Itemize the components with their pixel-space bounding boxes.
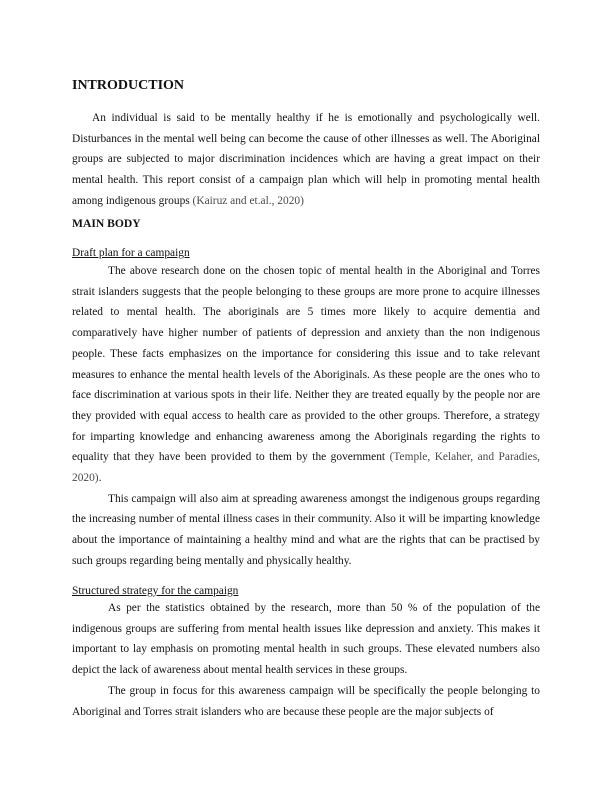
strategy-paragraph-2: The group in focus for this awareness campaign will be specifically the people belonging to Aboriginal and Torres strait islanders who are because these people are the major subjects of xyxy=(72,684,540,718)
draft-plan-heading: Draft plan for a campaign xyxy=(72,247,190,259)
introduction-heading-block xyxy=(72,78,540,94)
introduction-paragraph xyxy=(72,108,540,212)
draft-plan-paragraph-2: This campaign will also aim at spreading awareness amongst the indigenous groups regarding the increasing number of mental illness cases in their community. Also it will be imparting knowledge about the importance of maintaining a healthy mind and what are the rights that can be practised by such groups regarding being mentally and physically healthy. xyxy=(72,492,540,567)
draft-plan-paragraph-1 xyxy=(72,261,540,489)
main-body-heading: MAIN BODY xyxy=(72,217,141,230)
strategy-heading: Structured strategy for the campaign xyxy=(72,585,239,597)
draft-plan-paragraph-1-tail: . xyxy=(98,472,102,485)
draft-plan-paragraph-1-text: The above research done on the chosen topic of mental health in the Aboriginal and Torres strait islanders suggests that the people belonging to these groups are more prone to acquire illnesses related to mental health. The aboriginals are 5 times more likely to acquire dementia and comparatively have higher number of patients of depression and anxiety than the non indigenous people. These facts emphasizes on the importance for considering this issue and to take relevant measures to enhance the mental health levels of the Aboriginals. As these people are the ones who to face discrimination at various spots in their life. Neither they are treated equally by the people nor are they provided with equal access to health care as provided to the other groups. Therefore, a strategy for imparting knowledge and enhancing awareness among the Aboriginals regarding the rights to equality that they have been provided to them by the government xyxy=(72,265,540,464)
strategy-body xyxy=(72,598,540,722)
introduction-section xyxy=(72,108,540,212)
main-body-heading-block xyxy=(72,217,540,230)
draft-plan-citation: (Temple, Kelaher, and Paradies, 2020) xyxy=(72,451,540,485)
introduction-text: An individual is said to be mentally healthy if he is emotionally and psychologically well. Disturbances in the mental well being can become the cause of other illnesses as well. The Aboriginal groups are subjected to major discrimination incidences which are having a great impact on their mental health. This report consist of a campaign plan which will help in promoting mental health among indigenous groups xyxy=(72,112,540,207)
introduction-heading: INTRODUCTION xyxy=(72,78,185,93)
introduction-citation: (Kairuz and et.al., 2020) xyxy=(192,194,304,207)
strategy-paragraph-1: As per the statistics obtained by the research, more than 50 % of the population of the indigenous groups are suffering from mental health issues like depression and anxiety. This makes it important to lay emphasis on promoting mental health in such groups. These elevated numbers also depict the lack of awareness about mental health services in these groups. xyxy=(72,602,540,677)
draft-plan-body xyxy=(72,261,540,572)
